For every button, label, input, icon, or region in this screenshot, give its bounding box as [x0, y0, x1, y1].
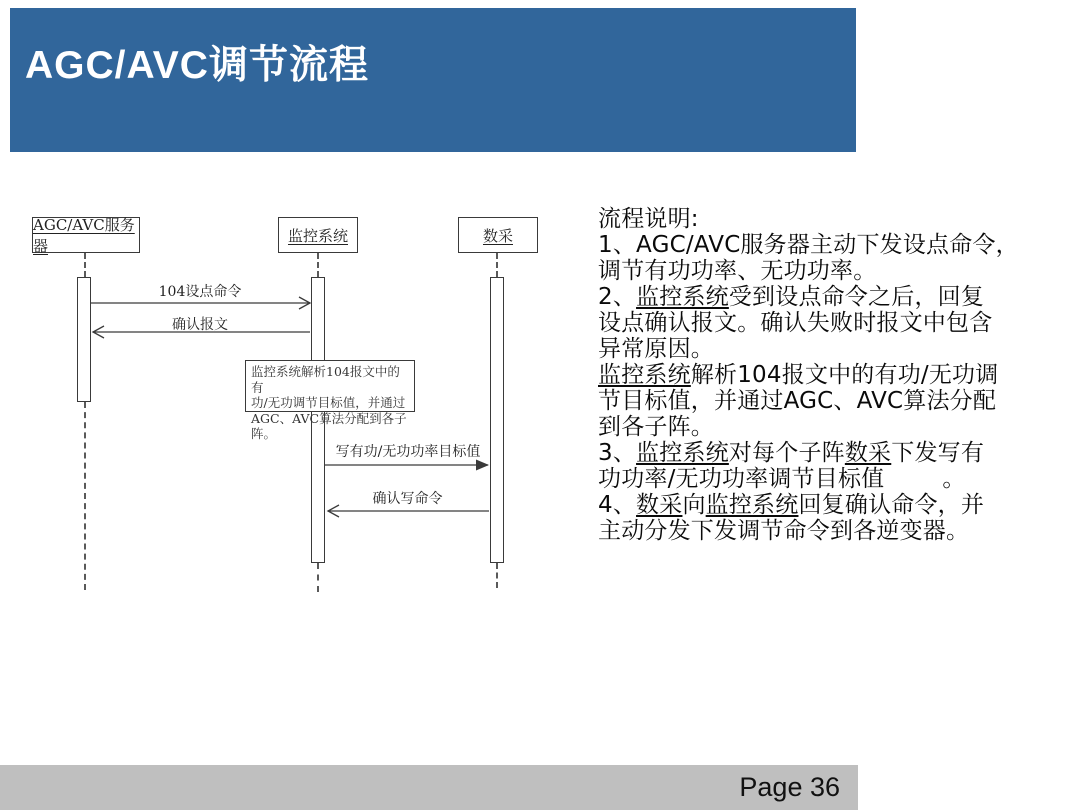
- underlined-term: 监控系统: [705, 492, 799, 518]
- description-line: [598, 492, 998, 518]
- description-line: [598, 362, 998, 388]
- description-panel: [598, 206, 1019, 544]
- activation-bar-server: [77, 277, 91, 402]
- text-segment: 到各子阵。: [598, 414, 714, 440]
- note-line: 功/无功调节目标值，并通过: [251, 395, 406, 410]
- lifeline-monitor-bottom: [317, 563, 319, 592]
- underlined-term: 数采: [844, 440, 892, 466]
- description-line: [598, 284, 998, 310]
- note-line: 监控系统解析104报文中的有: [251, 364, 400, 395]
- description-line: [598, 518, 998, 544]
- underlined-term: 监控系统: [636, 284, 729, 310]
- description-line: [598, 232, 1019, 258]
- page-title: AGC/AVC调节流程: [25, 44, 369, 87]
- text-segment: 3、: [598, 440, 637, 466]
- underlined-term: 监控系统: [636, 440, 729, 466]
- lifeline-server-bottom: [84, 402, 86, 590]
- lifeline-server-top: [84, 253, 86, 277]
- text-segment: 4、: [598, 492, 637, 518]
- text-segment: 向: [682, 492, 706, 518]
- text-segment: 回复确认命令，并: [798, 492, 985, 518]
- actor-box-data-acquisition: [458, 217, 538, 253]
- arrowhead-filled-right-icon: [476, 460, 489, 471]
- text-segment: 对每个子阵: [728, 440, 845, 466]
- actor-label: AGC/AVC服务器: [33, 216, 135, 255]
- text-segment: 解析104报文中的有功/无功调: [690, 362, 999, 388]
- text-segment: 功功率/无功功率调节目标值: [598, 466, 885, 492]
- actor-label: 监控系统: [287, 226, 348, 245]
- lifeline-daq-bottom: [496, 563, 498, 588]
- description-line: [598, 466, 998, 492]
- description-line: [598, 440, 998, 466]
- text-segment: 2、: [598, 284, 637, 310]
- footer-bar: [0, 765, 858, 810]
- header-band: [10, 8, 856, 152]
- description-line: [598, 414, 998, 440]
- text-segment: 主动分发下发调节命令到各逆变器。: [598, 518, 970, 544]
- message-label-write-target: 写有功/无功功率目标值: [335, 444, 481, 460]
- lifeline-monitor-top: [317, 253, 319, 277]
- text-segment: 设点确认报文。确认失败时报文中包含: [598, 310, 993, 336]
- underlined-term: 数采: [636, 492, 683, 518]
- actor-box-monitor-system: [278, 217, 358, 253]
- text-segment: 节目标值，并通过AGC、AVC算法分配: [598, 388, 997, 414]
- description-line: [598, 388, 998, 414]
- page-number: Page 36: [739, 772, 840, 802]
- message-label-confirm-write: 确认写命令: [372, 491, 443, 507]
- description-line: [598, 258, 998, 284]
- description-line: [598, 336, 998, 362]
- message-label-confirm-report: 确认报文: [172, 317, 228, 333]
- note-box: [245, 360, 415, 441]
- message-label-set-point: 104设点命令: [158, 284, 242, 300]
- lifeline-daq-top: [496, 253, 498, 277]
- text-segment: 。: [942, 466, 966, 492]
- description-line: [598, 310, 998, 336]
- text-segment: 1、AGC/AVC服务器主动下发设点命令，: [598, 232, 1019, 258]
- description-line: [598, 206, 998, 232]
- arrowhead-open-right-icon: [299, 297, 310, 309]
- note-line: AGC、AVC算法分配到各子阵。: [251, 410, 407, 441]
- underlined-term: 监控系统: [598, 362, 691, 388]
- text-segment: 受到设点命令之后，回复: [728, 284, 985, 310]
- actor-label: 数采: [482, 226, 513, 245]
- text-segment: 调节有功功率、无功功率。: [598, 258, 877, 284]
- activation-bar-daq: [490, 277, 504, 563]
- text-segment: 流程说明:: [598, 206, 699, 232]
- text-segment: 下发写有: [891, 440, 985, 466]
- text-segment: 异常原因。: [598, 336, 714, 362]
- actor-box-agc-avc-server: [32, 217, 140, 253]
